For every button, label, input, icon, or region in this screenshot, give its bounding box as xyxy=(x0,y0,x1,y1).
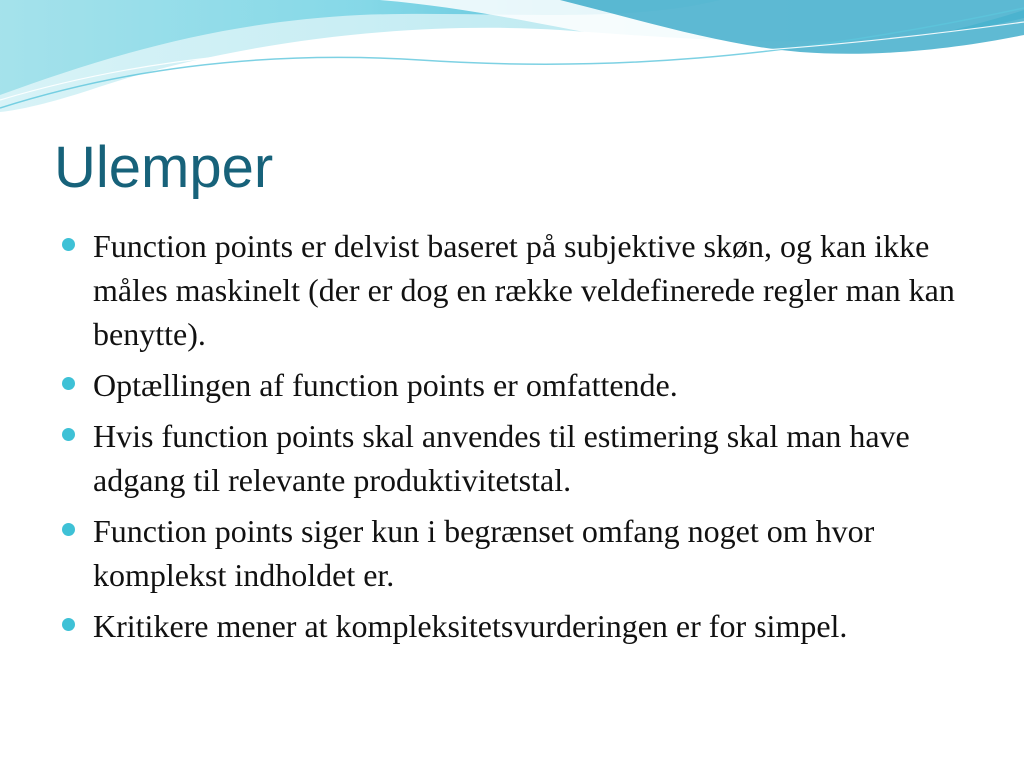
bullet-item xyxy=(62,509,962,597)
bullet-dot-icon xyxy=(62,618,75,631)
bullet-dot-icon xyxy=(62,523,75,536)
bullet-list xyxy=(62,224,962,655)
bullet-item xyxy=(62,363,962,407)
bullet-text: Kritikere mener at kompleksitetsvurderingen er for simpel. xyxy=(93,608,848,644)
bullet-text: Function points er delvist baseret på subjektive skøn, og kan ikke måles maskinelt (der er dog en række veldefinerede regler man kan benytte). xyxy=(93,228,955,352)
bullet-item xyxy=(62,604,962,648)
bullet-text: Function points siger kun i begrænset omfang noget om hvor komplekst indholdet er. xyxy=(93,513,875,593)
slide-title: Ulemper xyxy=(54,135,274,200)
bullet-item xyxy=(62,224,962,356)
bullet-dot-icon xyxy=(62,377,75,390)
bullet-text: Optællingen af function points er omfattende. xyxy=(93,367,678,403)
bullet-item xyxy=(62,414,962,502)
bullet-dot-icon xyxy=(62,238,75,251)
wave-header-decoration xyxy=(0,0,1024,130)
bullet-text: Hvis function points skal anvendes til estimering skal man have adgang til relevante produktivitetstal. xyxy=(93,418,910,498)
bullet-dot-icon xyxy=(62,428,75,441)
